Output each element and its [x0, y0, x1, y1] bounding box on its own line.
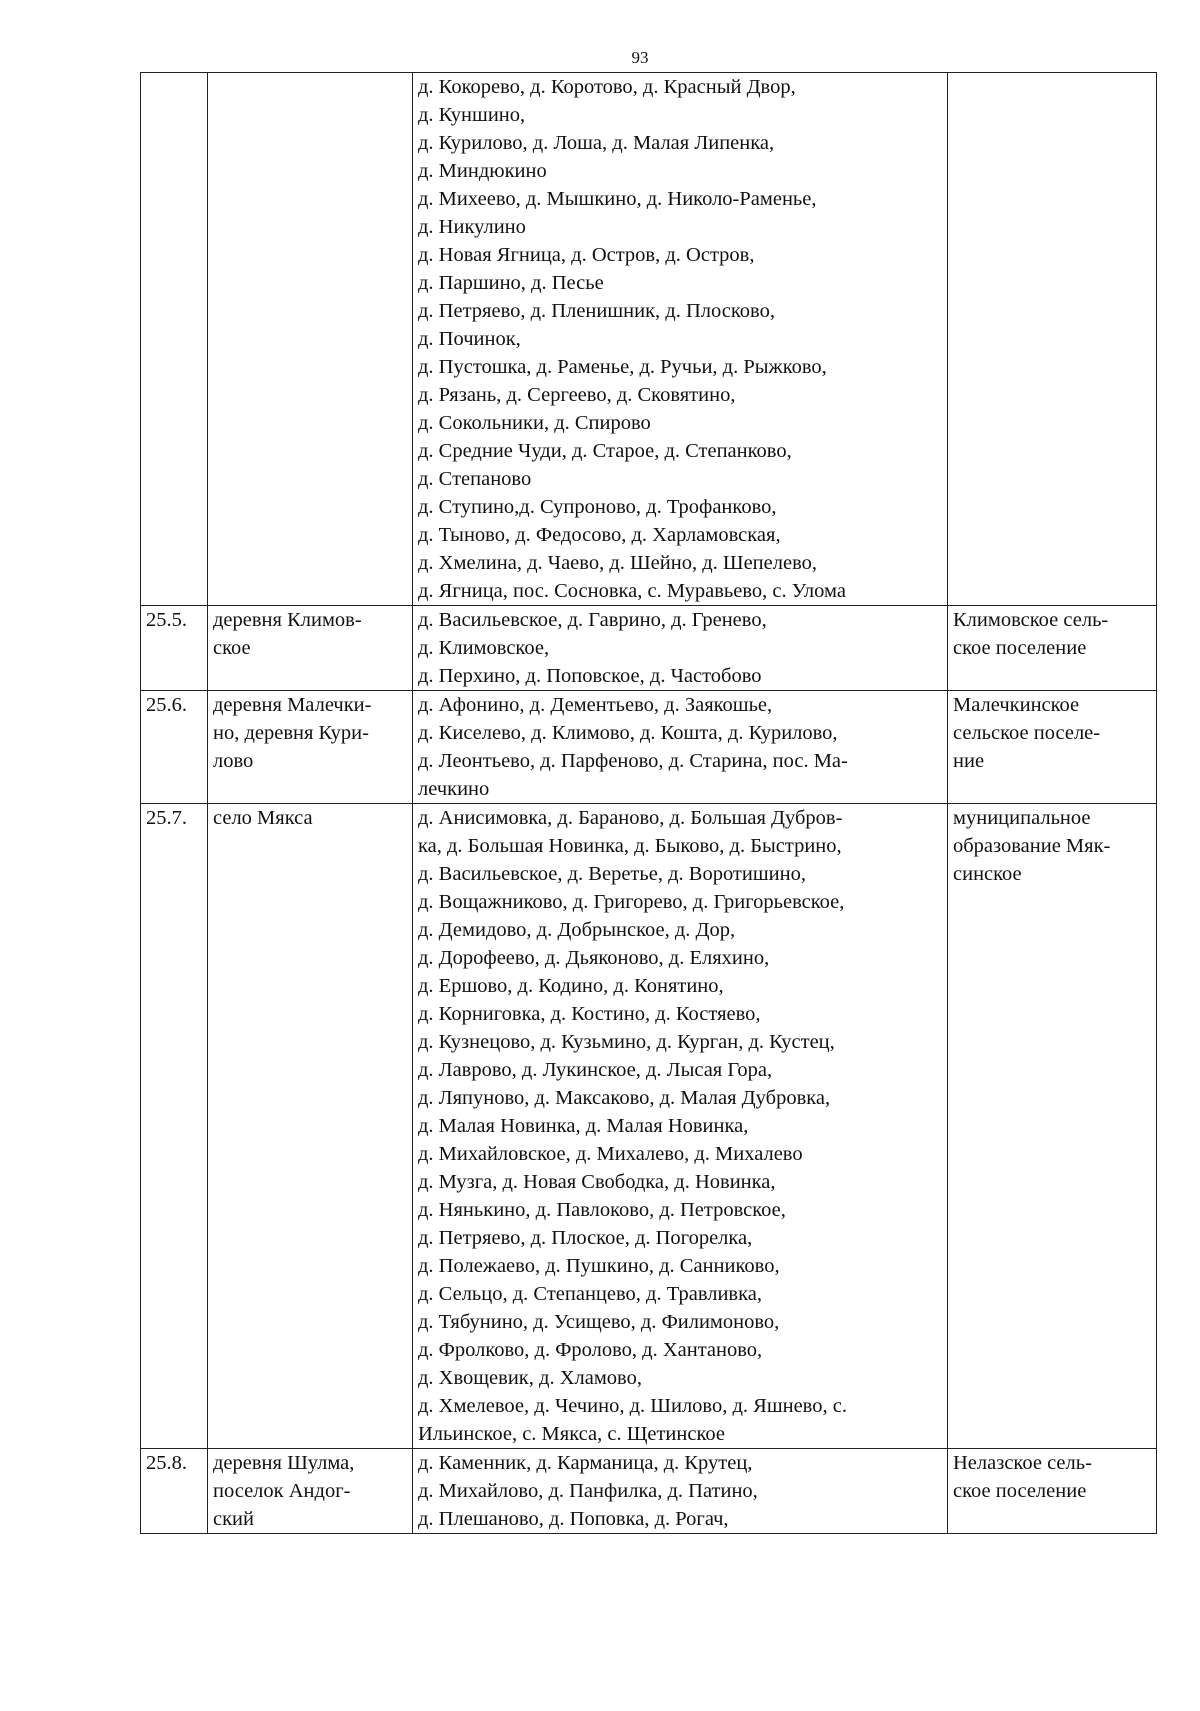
settlements-cell — [413, 73, 948, 606]
settlement-line: д. Курилово, д. Лоша, д. Малая Липенка, — [418, 132, 775, 154]
settlement-line: д. Михайлово, д. Панфилка, д. Патино, — [418, 1480, 758, 1502]
settlement-line: д. Полежаево, д. Пушкино, д. Санниково, — [418, 1255, 780, 1277]
settlement-line: д. Кузнецово, д. Кузьмино, д. Курган, д. Кустец, — [418, 1031, 835, 1053]
municipality-cell — [948, 1449, 1157, 1534]
settlement-line: д. Малая Новинка, д. Малая Новинка, — [418, 1115, 749, 1137]
municipality-line: ское поселение — [953, 1480, 1087, 1502]
row-number-cell — [141, 691, 208, 804]
settlements-table — [140, 72, 1157, 1534]
settlement-line: д. Музга, д. Новая Свободка, д. Новинка, — [418, 1171, 776, 1193]
municipality-line: Нелазское сель- — [953, 1452, 1092, 1474]
settlement-line: д. Михеево, д. Мышкино, д. Николо-Раменье, — [418, 188, 817, 210]
row-number-cell — [141, 606, 208, 691]
municipality-line: Малечкинское — [953, 694, 1080, 716]
settlement-line: д. Перхино, д. Поповское, д. Частобово — [418, 665, 762, 687]
settlement-line: д. Ягница, пос. Сосновка, с. Муравьево, с. Улома — [418, 580, 846, 602]
settlement-line: д. Афонино, д. Дементьево, д. Заякошье, — [418, 694, 773, 716]
table-row — [141, 691, 1157, 804]
settlement-line: д. Средние Чуди, д. Старое, д. Степанково, — [418, 440, 792, 462]
settlement-line: д. Демидово, д. Добрынское, д. Дор, — [418, 919, 736, 941]
settlement-line: д. Киселево, д. Климово, д. Кошта, д. Курилово, — [418, 722, 838, 744]
settlement-line: д. Хмелевое, д. Чечино, д. Шилово, д. Яшнево, с. — [418, 1395, 847, 1417]
settlement-line: д. Михайловское, д. Михалево, д. Михалево — [418, 1143, 803, 1165]
settlement-line: д. Васильевское, д. Веретье, д. Воротишино, — [418, 863, 806, 885]
center-name-line: лово — [213, 750, 254, 772]
row-number-cell — [141, 1449, 208, 1534]
row-number: 25.7. — [146, 807, 187, 829]
center-cell — [208, 1449, 413, 1534]
settlement-line: д. Никулино — [418, 216, 526, 238]
settlements-cell — [413, 606, 948, 691]
municipality-cell — [948, 804, 1157, 1449]
table-row — [141, 606, 1157, 691]
settlement-line: д. Петряево, д. Пленишник, д. Плосково, — [418, 300, 775, 322]
settlement-line: д. Рязань, д. Сергеево, д. Сковятино, — [418, 384, 736, 406]
settlement-line: д. Леонтьево, д. Парфеново, д. Старина, пос. Ма- — [418, 750, 848, 772]
center-cell — [208, 606, 413, 691]
settlement-line: д. Куншино, — [418, 104, 526, 126]
settlement-line: д. Вощажниково, д. Григорево, д. Григорьевское, — [418, 891, 845, 913]
settlements-cell — [413, 804, 948, 1449]
settlement-line: д. Ершово, д. Кодино, д. Конятино, — [418, 975, 724, 997]
settlement-line: Ильинское, с. Мякса, с. Щетинское — [418, 1423, 725, 1445]
settlement-line: д. Сокольники, д. Спирово — [418, 412, 651, 434]
settlement-line: д. Ляпуново, д. Максаково, д. Малая Дубровка, — [418, 1087, 831, 1109]
municipality-line: ние — [953, 750, 985, 772]
center-name-line: село Мякса — [213, 807, 313, 829]
settlement-line: д. Хмелина, д. Чаево, д. Шейно, д. Шепелево, — [418, 552, 817, 574]
settlement-line: д. Фролково, д. Фролово, д. Хантаново, — [418, 1339, 763, 1361]
municipality-line: ское поселение — [953, 637, 1087, 659]
municipality-line: муниципальное — [953, 807, 1091, 829]
center-name-line: поселок Андог- — [213, 1480, 351, 1502]
page-number: 93 — [631, 48, 649, 67]
settlement-line: д. Лаврово, д. Лукинское, д. Лысая Гора, — [418, 1059, 773, 1081]
settlement-line: д. Степаново — [418, 468, 532, 490]
municipality-line: образование Мяк- — [953, 835, 1111, 857]
settlement-line: ка, д. Большая Новинка, д. Быково, д. Быстрино, — [418, 835, 842, 857]
row-number-cell — [141, 804, 208, 1449]
settlement-line: д. Нянькино, д. Павлоково, д. Петровское, — [418, 1199, 786, 1221]
settlement-line: д. Каменник, д. Карманица, д. Крутец, — [418, 1452, 753, 1474]
table-row — [141, 1449, 1157, 1534]
municipality-line: Климовское сель- — [953, 609, 1109, 631]
settlement-line: д. Починок, — [418, 328, 521, 350]
settlement-line: лечкино — [418, 778, 490, 800]
settlement-line: д. Новая Ягница, д. Остров, д. Остров, — [418, 244, 755, 266]
settlement-line: д. Сельцо, д. Степанцево, д. Травливка, — [418, 1283, 762, 1305]
settlement-line: д. Климовское, — [418, 637, 550, 659]
settlement-line: д. Тыново, д. Федосово, д. Харламовская, — [418, 524, 781, 546]
settlement-line: д. Хвощевик, д. Хламово, — [418, 1367, 642, 1389]
center-name-line: деревня Малечки- — [213, 694, 372, 716]
row-number-cell — [141, 73, 208, 606]
settlement-line: д. Паршино, д. Песье — [418, 272, 604, 294]
settlement-line: д. Корниговка, д. Костино, д. Костяево, — [418, 1003, 761, 1025]
center-cell — [208, 804, 413, 1449]
center-name-line: деревня Шулма, — [213, 1452, 355, 1474]
settlements-cell — [413, 691, 948, 804]
municipality-cell — [948, 691, 1157, 804]
row-number: 25.5. — [146, 609, 187, 631]
municipality-cell — [948, 606, 1157, 691]
settlement-line: д. Пустошка, д. Раменье, д. Ручьи, д. Рыжково, — [418, 356, 827, 378]
settlements-table-body — [141, 73, 1157, 1534]
center-name-line: но, деревня Кури- — [213, 722, 369, 744]
settlement-line: д. Кокорево, д. Коротово, д. Красный Двор, — [418, 76, 796, 98]
center-cell — [208, 691, 413, 804]
settlement-line: д. Тябунино, д. Усищево, д. Филимоново, — [418, 1311, 780, 1333]
settlement-line: д. Васильевское, д. Гаврино, д. Гренево, — [418, 609, 767, 631]
settlements-cell — [413, 1449, 948, 1534]
center-name-line: ское — [213, 637, 251, 659]
settlement-line: д. Ступино,д. Супроново, д. Трофанково, — [418, 496, 777, 518]
municipality-line: сельское поселе- — [953, 722, 1101, 744]
settlement-line: д. Дорофеево, д. Дьяконово, д. Еляхино, — [418, 947, 770, 969]
municipality-line: синское — [953, 863, 1022, 885]
row-number: 25.6. — [146, 694, 187, 716]
settlement-line: д. Анисимовка, д. Бараново, д. Большая Дубров- — [418, 807, 843, 829]
center-cell — [208, 73, 413, 606]
settlement-line: д. Миндюкино — [418, 160, 547, 182]
table-row — [141, 804, 1157, 1449]
settlement-line: д. Плешаново, д. Поповка, д. Рогач, — [418, 1508, 729, 1530]
municipality-cell — [948, 73, 1157, 606]
settlement-line: д. Петряево, д. Плоское, д. Погорелка, — [418, 1227, 753, 1249]
center-name-line: деревня Климов- — [213, 609, 362, 631]
table-row — [141, 73, 1157, 606]
row-number: 25.8. — [146, 1452, 187, 1474]
center-name-line: ский — [213, 1508, 254, 1530]
